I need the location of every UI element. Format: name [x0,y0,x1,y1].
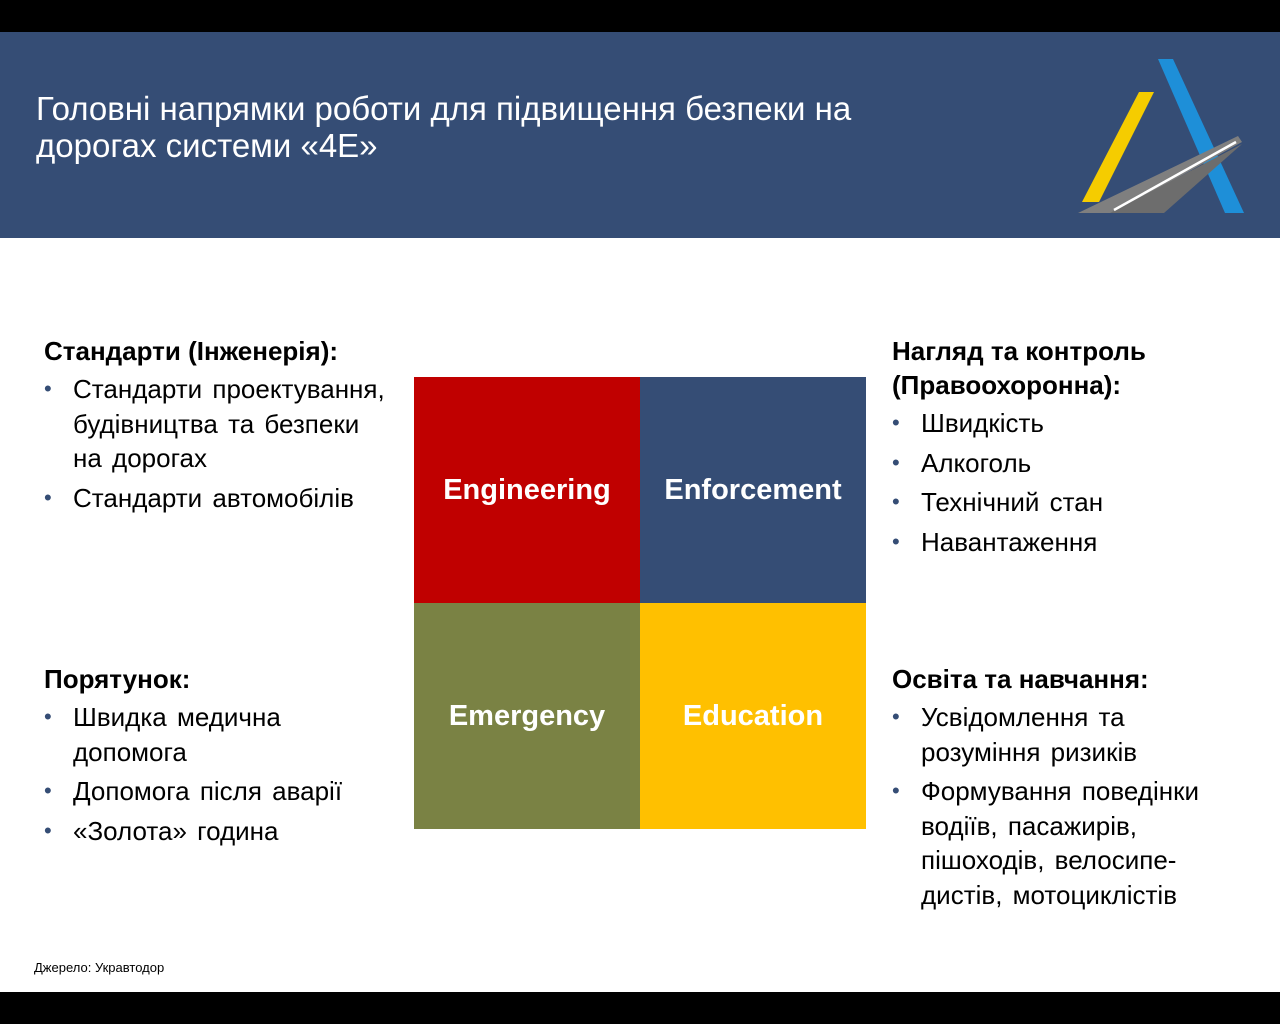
bullet-icon: • [892,778,900,803]
emergency-cell: Emergency [414,603,640,829]
list-item-text: Стандарти проектування, будівництва та безпеки на дорогах [73,374,385,473]
list-item [44,774,394,809]
emergency-list [44,700,394,848]
list-item [892,774,1242,912]
education-block [892,662,1242,917]
engineering-cell: Engineering [414,377,640,603]
enforcement-cell: Enforcement [640,377,866,603]
enforcement-block [892,334,1242,564]
list-item-text: Алкоголь [921,447,1032,478]
list-item [892,700,1242,769]
bullet-icon: • [892,489,900,514]
list-item [892,525,1242,560]
list-item [892,446,1242,481]
education-cell: Education [640,603,866,829]
list-item [44,700,394,769]
bullet-icon: • [44,704,52,729]
bullet-icon: • [892,410,900,435]
list-item-text: Усвідомлення та розуміння ризиків [921,702,1138,767]
list-item [892,406,1242,441]
four-e-matrix [414,377,866,829]
title-line-2: дорогах системи «4Е» [36,127,378,164]
engineering-list [44,372,394,515]
slide-title [36,90,996,164]
source-note: Джерело: Укравтодор [34,960,165,975]
bullet-icon: • [44,376,52,401]
list-item [44,372,394,476]
list-item-text: Навантаження [921,526,1098,557]
education-list [892,700,1242,912]
list-item-text: Стандарти автомобілів [73,482,354,513]
road-triangle-logo-icon [1074,56,1250,216]
list-item-text: «Золота» година [73,815,279,846]
slide [0,32,1280,992]
bullet-icon: • [892,528,900,554]
header-banner [0,32,1280,238]
list-item-text: Формування поведінки водіїв, пасажирів, пішоходів, велосипе-дистів, мотоциклістів [921,776,1200,910]
list-item [44,814,394,849]
bullet-icon: • [892,449,900,475]
list-item-text: Швидка медична допомога [73,702,281,767]
title-line-1: Головні напрямки роботи для підвищення безпеки на [36,90,852,127]
bullet-icon: • [892,704,900,729]
emergency-block [44,662,394,853]
list-item [44,481,394,516]
bullet-icon: • [44,484,52,510]
list-item-text: Швидкість [921,408,1044,438]
engineering-heading: Стандарти (Інженерія): [44,336,339,366]
list-item-text: Технічний стан [921,487,1104,517]
education-heading: Освіта та навчання: [892,664,1149,694]
emergency-heading: Порятунок: [44,664,191,694]
bullet-icon: • [44,817,52,843]
list-item-text: Допомога після аварії [73,776,343,806]
enforcement-heading: Нагляд та контроль (Правоохоронна): [892,336,1146,400]
bullet-icon: • [44,778,52,803]
list-item [892,485,1242,520]
engineering-block [44,334,394,520]
enforcement-list [892,406,1242,559]
